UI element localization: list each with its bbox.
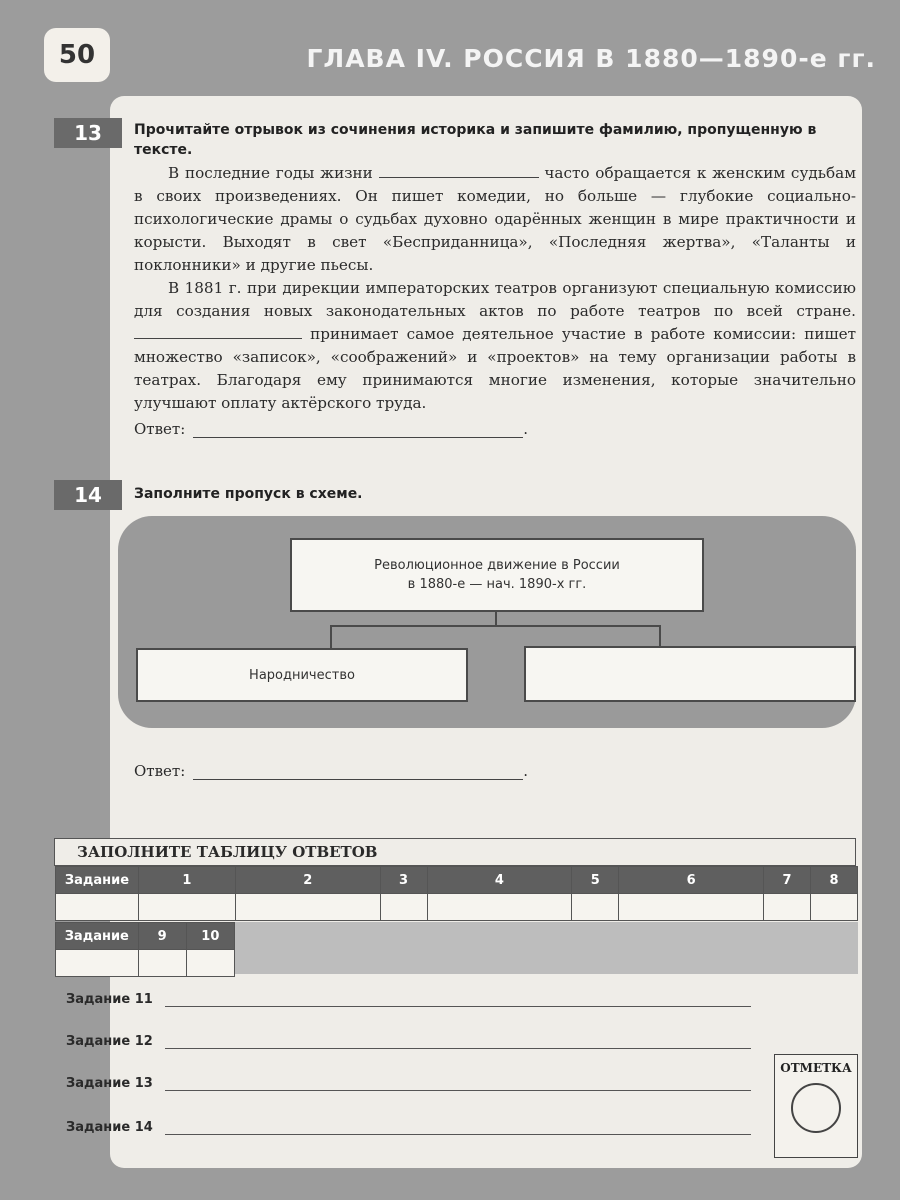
- answer-cell[interactable]: [572, 894, 619, 921]
- task-col-2: 2: [235, 867, 380, 894]
- task-col-4: 4: [427, 867, 572, 894]
- period: .: [523, 762, 529, 780]
- task-14-label: Задание 14: [66, 1120, 153, 1135]
- grade-label: ОТМЕТКА: [780, 1061, 852, 1075]
- answer-cell[interactable]: [619, 894, 764, 921]
- paragraph-2-end: принимает самое деятельное участие в работе комиссии: пишет множество «записок», «соображений» и «проектов» на тему организации работы в театрах. Благодаря ему принимаются многие изменения, которые значительно улучшают оплату актёрского труда.: [134, 325, 857, 412]
- paragraph-2-start: В 1881 г. при дирекции императорских театров организуют специальную комиссию для создания новых законодательных актов по работе театров по всей стране.: [134, 279, 856, 320]
- grade-circle[interactable]: [791, 1083, 841, 1133]
- answer-cell: [56, 950, 139, 977]
- task-13-summary-field[interactable]: [165, 1076, 751, 1091]
- task-12-answer-row: [66, 1034, 751, 1049]
- answer-cell[interactable]: [427, 894, 572, 921]
- task-col-3: 3: [380, 867, 427, 894]
- scheme-connector: [330, 625, 332, 649]
- task-11-label: Задание 11: [66, 992, 153, 1007]
- answer-cell[interactable]: [138, 894, 235, 921]
- task-14-answer-field[interactable]: [193, 763, 523, 780]
- answer-cell[interactable]: [764, 894, 811, 921]
- task-13-question: Прочитайте отрывок из сочинения историка и запишите фамилию, пропущенную в тексте.: [134, 122, 817, 158]
- task-14-question: Заполните пропуск в схеме.: [134, 486, 363, 502]
- task-label-cell: Задание: [56, 923, 139, 950]
- scheme-connector: [495, 610, 497, 626]
- task-12-answer-field[interactable]: [165, 1034, 751, 1049]
- missing-surname-blank-1[interactable]: [379, 163, 539, 178]
- task-14-summary-row: [66, 1120, 751, 1135]
- scheme-left-box: Народничество: [136, 648, 468, 702]
- answer-cell[interactable]: [235, 894, 380, 921]
- scheme-right-box-blank[interactable]: [524, 646, 856, 702]
- task-col-8: 8: [810, 867, 857, 894]
- task-14-summary-field[interactable]: [165, 1120, 751, 1135]
- task-13-paragraph-2: [134, 277, 856, 415]
- task-col-10: 10: [186, 923, 234, 950]
- table-filler: [234, 922, 858, 974]
- task-11-answer-field[interactable]: [165, 992, 751, 1007]
- task-13-answer-label: Ответ:: [134, 420, 186, 438]
- task-col-6: 6: [619, 867, 764, 894]
- task-col-5: 5: [572, 867, 619, 894]
- task-12-label: Задание 12: [66, 1034, 153, 1049]
- scheme-top-box: [290, 538, 704, 612]
- period: .: [523, 420, 529, 438]
- task-13-answer-row: [134, 420, 528, 438]
- answer-table-row-2: [55, 922, 235, 977]
- scheme-top-line-1: Революционное движение в России: [374, 558, 620, 573]
- task-13-summary-row: [66, 1076, 751, 1091]
- task-13-label: Задание 13: [66, 1076, 153, 1091]
- task-col-9: 9: [138, 923, 186, 950]
- grade-box: [774, 1054, 858, 1158]
- task-14-answer-label: Ответ:: [134, 762, 186, 780]
- answer-cell[interactable]: [810, 894, 857, 921]
- answer-table-row-1: [55, 866, 858, 921]
- scheme-top-line-2: в 1880-е — нач. 1890-х гг.: [407, 577, 587, 592]
- paragraph-1-end: часто обращается к женским судьбам в своих произведениях. Он пишет комедии, но больше — глубокие социально-психологические драмы о судьбах духовно одарённых женщин в мире практичности и корысти. Выходят в свет «Бесприданница», «Последняя жертва», «Таланты и поклонники» и другие пьесы.: [134, 164, 857, 274]
- paragraph-1-start: В последние годы жизни: [168, 164, 373, 182]
- answer-cell[interactable]: [186, 950, 234, 977]
- task-col-1: 1: [138, 867, 235, 894]
- task-13-number: 13: [54, 118, 122, 148]
- missing-surname-blank-2[interactable]: [134, 324, 302, 339]
- chapter-title: ГЛАВА IV. РОССИЯ В 1880—1890-е гг.: [306, 44, 876, 73]
- scheme-connector: [330, 625, 661, 627]
- page-number: 50: [44, 28, 110, 82]
- answer-cell: [56, 894, 139, 921]
- task-13-answer-field[interactable]: [193, 421, 523, 438]
- task-11-answer-row: [66, 992, 751, 1007]
- answer-table-title: ЗАПОЛНИТЕ ТАБЛИЦУ ОТВЕТОВ: [54, 838, 856, 866]
- answer-cell[interactable]: [138, 950, 186, 977]
- task-14-number: 14: [54, 480, 122, 510]
- task-13-paragraph-1: [134, 162, 856, 277]
- task-label-cell: Задание: [56, 867, 139, 894]
- task-col-7: 7: [764, 867, 811, 894]
- answer-cell[interactable]: [380, 894, 427, 921]
- task-14-answer-row: [134, 762, 528, 780]
- task-13-text: [134, 162, 856, 415]
